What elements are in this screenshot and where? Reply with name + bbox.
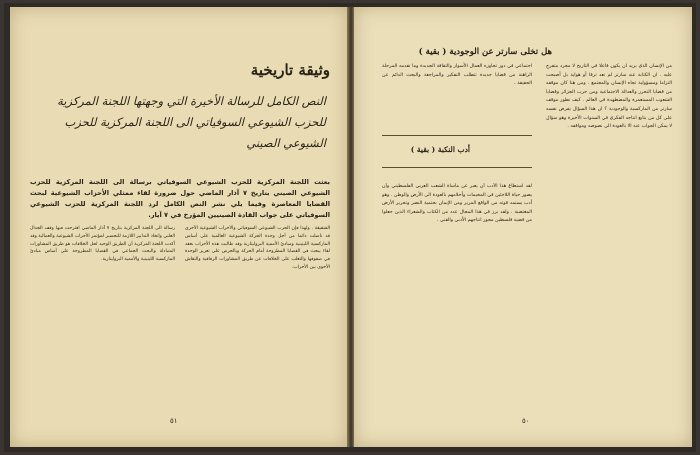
page-number: ٥٠ (522, 417, 530, 425)
section-subtitle: أدب النكبة ( بقية ) (410, 145, 470, 154)
article-column-right: من الإنسان الذي يريد ان يكون فاعلا في التاريخ لا مجرد متفرج عليه . ان الكتابة عند سارتر لم تعد ترفا أو هواية بل أصبحت التزاما ومسؤولية تجاه الإنسان والمجتمع . ومن هنا كان موقفه من قضايا التحرر والعدالة الاجتماعية ومن حرب الجزائر وقضايا الشعوب المستعمرة والمضطهدة في العالم . كيف تطور موقف سارتر من الماركسية والوجودية ؟ ان هذا السؤال يفرض نفسه على كل من يتابع انتاجه الفكري في السنوات الأخيرة وهو سؤال لا يمكن الجواب عنه الا بالعودة الى نصوصه ومواقفه . (546, 64, 672, 130)
page-title: وثيقة تاريخية (250, 61, 330, 79)
right-page (354, 7, 692, 447)
article-column-left-bottom: لقد استطاع هذا الأدب أن يعبر عن مأساة الشعب العربي الفلسطيني وأن يصور حياة اللاجئين في المخيمات وأحلامهم بالعودة الى الأرض والوطن . وهو أدب يستمد قوته من الواقع المرير ومن الإيمان بحتمية النصر وتحرير الأرض المغتصبة . ولقد برز في هذا المجال عدد من الكتاب والشعراء الذين جعلوا من قضية فلسطين محور انتاجهم الأدبي والفني . (382, 184, 532, 224)
left-page (10, 7, 348, 447)
document-heading: النص الكامل للرسالة الأخيرة التي وجهتها اللجنة المركزية للحزب الشيوعي السوفياتي الى اللجنة المركزية للحزب الشيوعي الصيني (57, 94, 326, 150)
magazine-spread (4, 3, 696, 452)
section-divider (382, 167, 532, 168)
article-continuation-title: هل تخلى سارتر عن الوجودية ( بقية ) (418, 47, 552, 57)
body-column-right: الشقيقة . ولهذا فإن الحزب الشيوعي السوفياتي والأحزاب الشيوعية الأخرى قد ناضلت دائما من أجل وحدة الحركة الشيوعية العالمية على أساس الماركسية اللينينية ومبادئ الأممية البروليتارية وقد طالبت هذه الأحزاب بعقد لقاء يبحث في القضايا المطروحة أمام الحركة وبالحرص على تعزيز الوحدة في صفوفها والتغلب على الخلافات عن طريق المشاورات الرفاقية والنقاش الأخوي بين الأحزاب. (185, 226, 330, 270)
body-column-left: رسالة الى اللجنة المركزية بتاريخ ٧ آذار الماضي اقترحت فيها وقف الجدال العلني واتخاذ التدابير اللازمة للتحضير لمؤتمر الأحزاب الشيوعية والعمالية وقد أكدت اللجنة المركزية أن الطريق الوحيد لحل الخلافات هو طريق المشاورات المتبادلة والبحث الجماعي في القضايا المطروحة على أساس مبادئ الماركسية اللينينية والأممية البروليتارية. (30, 226, 175, 263)
body-columns (30, 225, 330, 405)
article-column-left-top: اجتماعي في دور تجاوزه العمال الأسوار والثقافة الجديدة وما تقدمه المرحلة الراهنة من قضايا جديدة تتطلب التفكير والمراجعة والبحث الدائم عن الحقيقة . (382, 64, 532, 87)
intro-paragraph: بعثت اللجنة المركزية للحزب الشيوعي السوفياتي برسالة الى اللجنة المركزية للحزب الشيوعي الصيني بتاريخ ٧ آذار الماضي حول ضرورة لقاء ممثلي الأحزاب الشيوعية لبحث القضايا المعاصرة وفيما يلي نشر النص الكامل لرد اللجنة المركزية للحزب الشيوعي السوفياتي على جواب القادة الصينيين المؤرخ في ٧ آيار. (30, 178, 330, 219)
page-number: ٥١ (170, 417, 178, 425)
section-divider (382, 135, 532, 136)
